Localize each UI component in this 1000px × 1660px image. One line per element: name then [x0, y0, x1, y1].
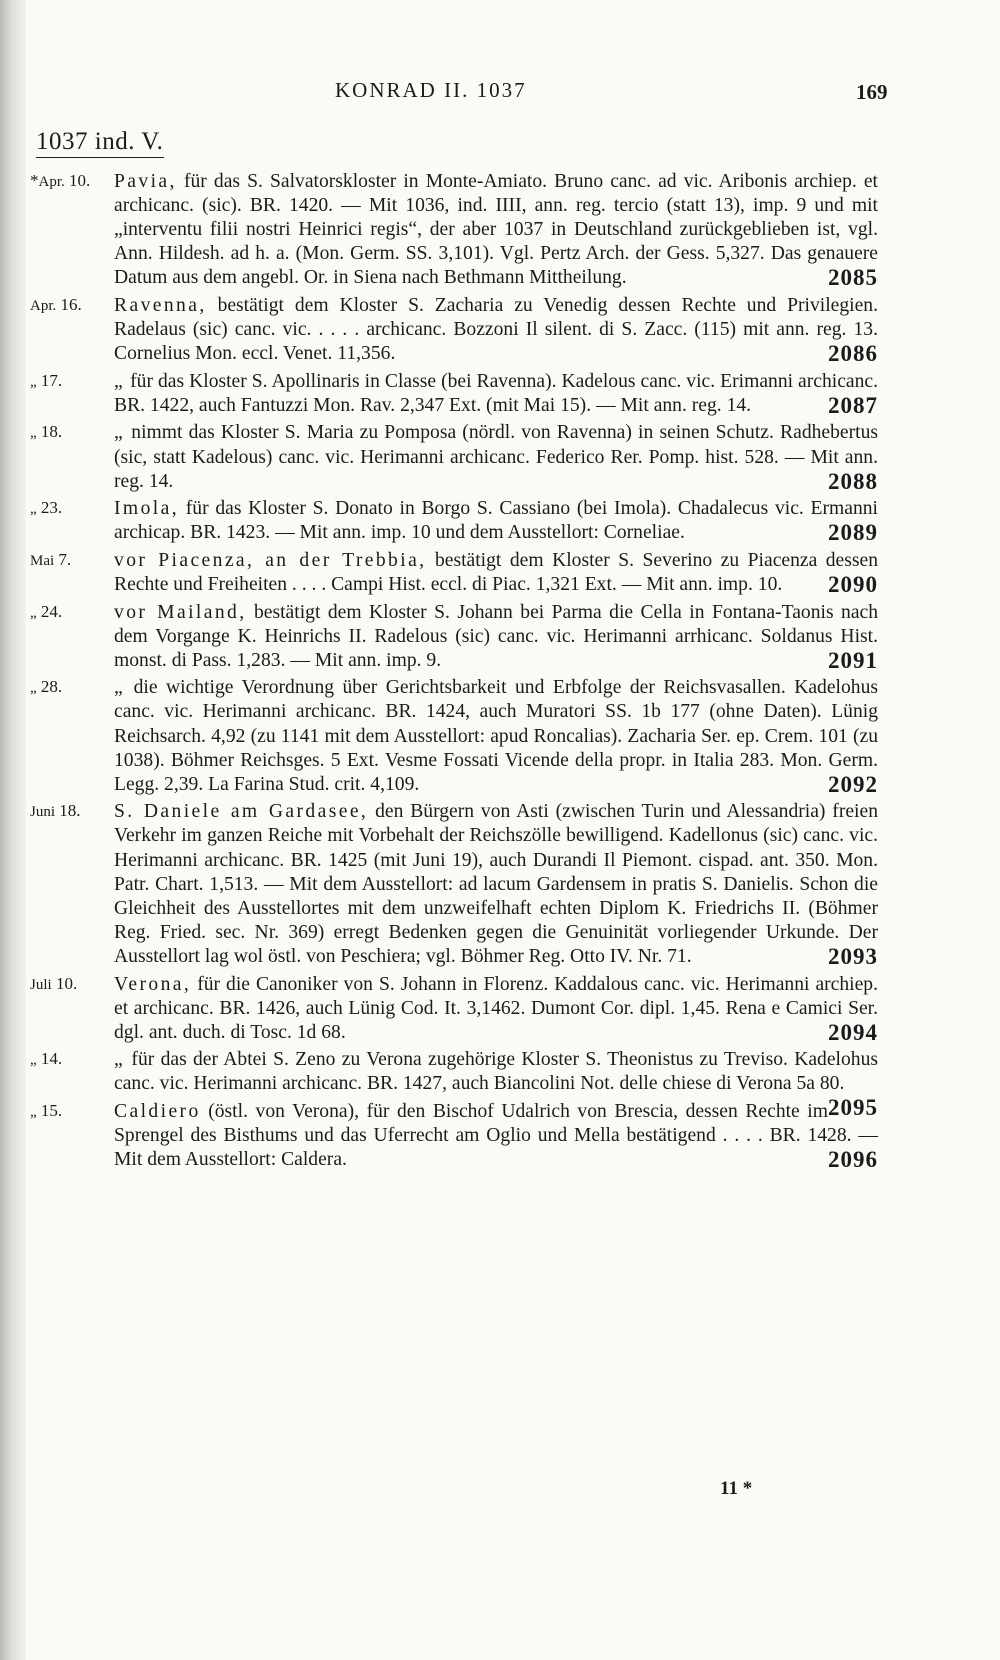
entry-place: vor Mailand, — [114, 601, 247, 623]
entry-description: die wichtige Verordnung über Gerichtsbarkeit und Erbfolge der Reichsvasallen. Kadelohus canc. vic. Herimanni archicanc. BR. 1424, auch Muratori SS. 1b 177 (ohne Daten). Lünig Reichsarch. 4,92 (zu 1141 mit dem Ausstellort: apud Roncalias). Zacharia Ser. ep. Crem. 101 (zu 1038). Böhmer Reichsges. 5 Ext. Vesme Fossati Vicende della propr. in Italia 283. Mon. Germ. Legg. 2,39. La Farina Stud. crit. 4,109. — [114, 677, 879, 795]
entry-date — [30, 1101, 106, 1121]
entry-day: 24. — [40, 601, 63, 621]
regest-entry — [0, 1100, 1000, 1172]
signature-mark: 11 * — [720, 1478, 753, 1499]
entry-day: 18. — [40, 422, 63, 442]
entry-month: „ — [30, 1103, 37, 1120]
entry-number: 2093 — [828, 943, 878, 969]
entry-day: 14. — [40, 1049, 63, 1069]
entry-month: „ — [30, 501, 37, 518]
entry-date — [30, 498, 106, 518]
entry-month: „ — [30, 680, 37, 697]
entry-number: 2085 — [828, 265, 878, 291]
entry-date — [30, 974, 106, 994]
entry-number: 2092 — [828, 771, 878, 797]
entry-description: für das Kloster S. Donato in Borgo S. Cassiano (bei Imola). Chadalecus vic. Ermanni archicap. BR. 1423. — Mit ann. imp. 10 und dem Ausstellort: Corneliae. — [114, 498, 878, 544]
entry-place: Pavia, — [114, 171, 177, 192]
entry-month: Juni — [30, 804, 56, 821]
regest-entry — [0, 370, 1000, 418]
entry-date — [30, 295, 106, 315]
entry-text — [114, 676, 878, 796]
entry-month: „ — [30, 604, 37, 621]
entry-place: Caldiero — [114, 1100, 201, 1122]
entry-text — [114, 549, 878, 597]
entry-day: 28. — [40, 677, 63, 697]
entry-description: für die Canoniker von S. Johann in Florenz. Kaddalous canc. vic. Herimanni archiep. et archicanc. BR. 1426, auch Lünig Cod. It. 3,1462. Dumont Cor. dipl. 1,45. Rena e Camici Ser. dgl. ant. duch. di Tosc. 1d 68. — [114, 973, 878, 1043]
entry-date — [30, 602, 106, 622]
entry-month: „ — [30, 425, 37, 442]
entry-description: für das S. Salvatorskloster in Monte-Amiato. Bruno canc. ad vic. Aribonis archiep. et archicanc. (sic). BR. 1420. — Mit 1036, ind. IIII, ann. reg. tercio (statt 13), imp. 9 und mit „interventu filii nostri Heinrici regis“, der aber 1037 in Deutschland zurückgeblieben ist, vgl. Ann. Hildesh. ad h. a. (Mon. Germ. SS. 3,101). Vgl. Pertz Arch. der Gess. 5,327. Das genauere Datum aus dem angebl. Or. in Siena nach Bethmann Mittheilung. — [114, 171, 879, 289]
entry-description: bestätigt dem Kloster S. Severino zu Piacenza dessen Rechte und Freiheiten . . . . Campi Hist. eccl. di Piac. 1,321 Ext. — Mit ann. imp. 10. — [114, 549, 879, 595]
entry-day: 18. — [59, 801, 81, 821]
entry-place: Verona, — [114, 973, 192, 995]
entry-day: 23. — [40, 498, 63, 518]
regest-entry — [0, 800, 1000, 969]
year-heading: 1037 ind. V. — [36, 128, 164, 155]
entry-day: 15. — [40, 1100, 63, 1120]
entry-text — [114, 170, 878, 290]
entry-date — [30, 801, 106, 821]
running-title: KONRAD II. 1037 — [335, 78, 527, 102]
entry-description: bestätigt dem Kloster S. Johann bei Parma die Cella in Fontana-Taonis nach dem Vorgange K. Heinrichs II. Radelous (sic) canc. vic. Herimanni arrhicanc. Soldanus Hist. monst. di Pass. 1,283. — Mit ann. imp. 9. — [114, 601, 879, 671]
entry-text — [114, 973, 878, 1045]
entry-day: 17. — [40, 370, 63, 390]
entry-day: 16. — [60, 294, 82, 314]
entry-description: für das Kloster S. Apollinaris in Classe (bei Ravenna). Kadelous canc. vic. Erimanni archicanc. BR. 1422, auch Fantuzzi Mon. Rav. 2,347 Ext. (mit Mai 15). — Mit ann. reg. 14. — [114, 370, 879, 416]
entry-date — [30, 371, 106, 391]
entry-month: „ — [30, 1052, 37, 1069]
entry-description: den Bürgern von Asti (zwischen Turin und Alessandria) freien Verkehr im ganzen Reiche mit Vorbehalt der Reichszölle bewilligend. Kadellonus (sic) canc. vic. Herimanni archicanc. BR. 1425 (mit Juni 19), auch Durandi Il Piemont. cispad. ant. 350. Mon. Patr. Chart. 1,513. — Mit dem Ausstellort: ad lacum Gardensem in pratis S. Danielis. Schon die Gleichheit des Ausstellortes mit dem unzweifelhaft echten Diplom K. Friedrichs II. (Böhmer Reg. Fried. sec. Nr. 369) erregt Bedenken gegen die Genuinität vorliegender Urkunde. Der Ausstellort lag wol östl. von Peschiera; vgl. Böhmer Reg. Otto IV. Nr. 71. — [114, 801, 878, 967]
entry-day: 10. — [55, 973, 78, 993]
entry-number: 2090 — [828, 572, 878, 597]
entry-date — [30, 422, 106, 442]
regest-entry — [0, 973, 1000, 1045]
entry-description: nimmt das Kloster S. Maria zu Pomposa (nördl. von Ravenna) in seinen Schutz. Radhebertus (sic, statt Kadelous) canc. vic. Herimanni archicanc. Federico Rer. Pomp. hist. 528. — Mit ann. reg. 14. — [114, 422, 878, 492]
entry-text — [114, 497, 878, 545]
entry-place: Ravenna, — [114, 294, 207, 316]
entry-number: 2091 — [828, 647, 878, 673]
page-number: 169 — [856, 80, 888, 104]
regest-entry — [0, 421, 1000, 493]
entry-text — [114, 601, 878, 673]
regest-entry — [0, 549, 1000, 597]
entry-place: vor Piacenza, an der Trebbia, — [114, 549, 427, 571]
entry-number: 2086 — [828, 341, 878, 367]
running-header — [0, 78, 1000, 110]
entry-text — [114, 294, 878, 366]
entry-day: 10. — [69, 171, 91, 190]
regest-entry — [0, 497, 1000, 545]
entry-place: Imola, — [114, 498, 180, 520]
entry-date — [30, 550, 106, 570]
entry-day: 7. — [58, 549, 72, 569]
entry-month: Apr. — [38, 174, 65, 190]
entry-month: Juli — [30, 976, 52, 993]
entry-description: (östl. von Verona), für den Bischof Udalrich von Brescia, dessen Rechte im Sprengel des Bisthums und das Uferrecht am Oglio und Mella bestätigend . . . . BR. 1428. — Mit dem Ausstellort: Caldera. — [114, 1100, 878, 1171]
regest-entry — [0, 170, 1000, 290]
heading-rule — [36, 157, 164, 158]
entry-number: 2087 — [828, 392, 878, 418]
entry-description: bestätigt dem Kloster S. Zacharia zu Venedig dessen Rechte und Privilegien. Radelaus (sic) canc. vic. . . . . archicanc. Bozzoni Il silent. di S. Zacc. (115) mit ann. reg. 13. Cornelius Mon. eccl. Venet. 11,356. — [114, 294, 878, 365]
regest-entry — [0, 676, 1000, 796]
date-mark: * — [30, 171, 39, 190]
entry-month: „ — [30, 373, 37, 390]
entry-place: „ — [114, 677, 126, 699]
entry-month: Apr. — [30, 297, 57, 314]
regest-entry — [0, 601, 1000, 673]
entry-text — [114, 421, 878, 493]
entry-date — [30, 677, 106, 697]
entry-text — [114, 370, 878, 418]
entry-number: 2095 — [828, 1095, 878, 1121]
entry-place: S. Daniele am Gardasee, — [114, 801, 369, 823]
entry-place: „ — [114, 422, 126, 444]
entry-date — [30, 1049, 106, 1069]
entry-month: Mai — [30, 552, 55, 569]
entry-number: 2096 — [828, 1147, 878, 1173]
entry-number: 2088 — [828, 468, 878, 494]
regest-entry — [0, 294, 1000, 366]
entry-date — [30, 171, 106, 191]
entry-place: „ — [114, 1049, 126, 1071]
entry-place: „ — [114, 370, 126, 392]
entry-number: 2094 — [828, 1019, 878, 1045]
entry-text — [114, 800, 878, 969]
entry-description: für das der Abtei S. Zeno zu Verona zugehörige Kloster S. Theonistus zu Treviso. Kadelohus canc. vic. Herimanni archicanc. BR. 1427, auch Biancolini Not. delle chiese di Verona 5a 80. — [114, 1049, 878, 1095]
regesta-entries — [0, 170, 1000, 1176]
entry-number: 2089 — [828, 520, 878, 546]
entry-text — [114, 1100, 878, 1172]
